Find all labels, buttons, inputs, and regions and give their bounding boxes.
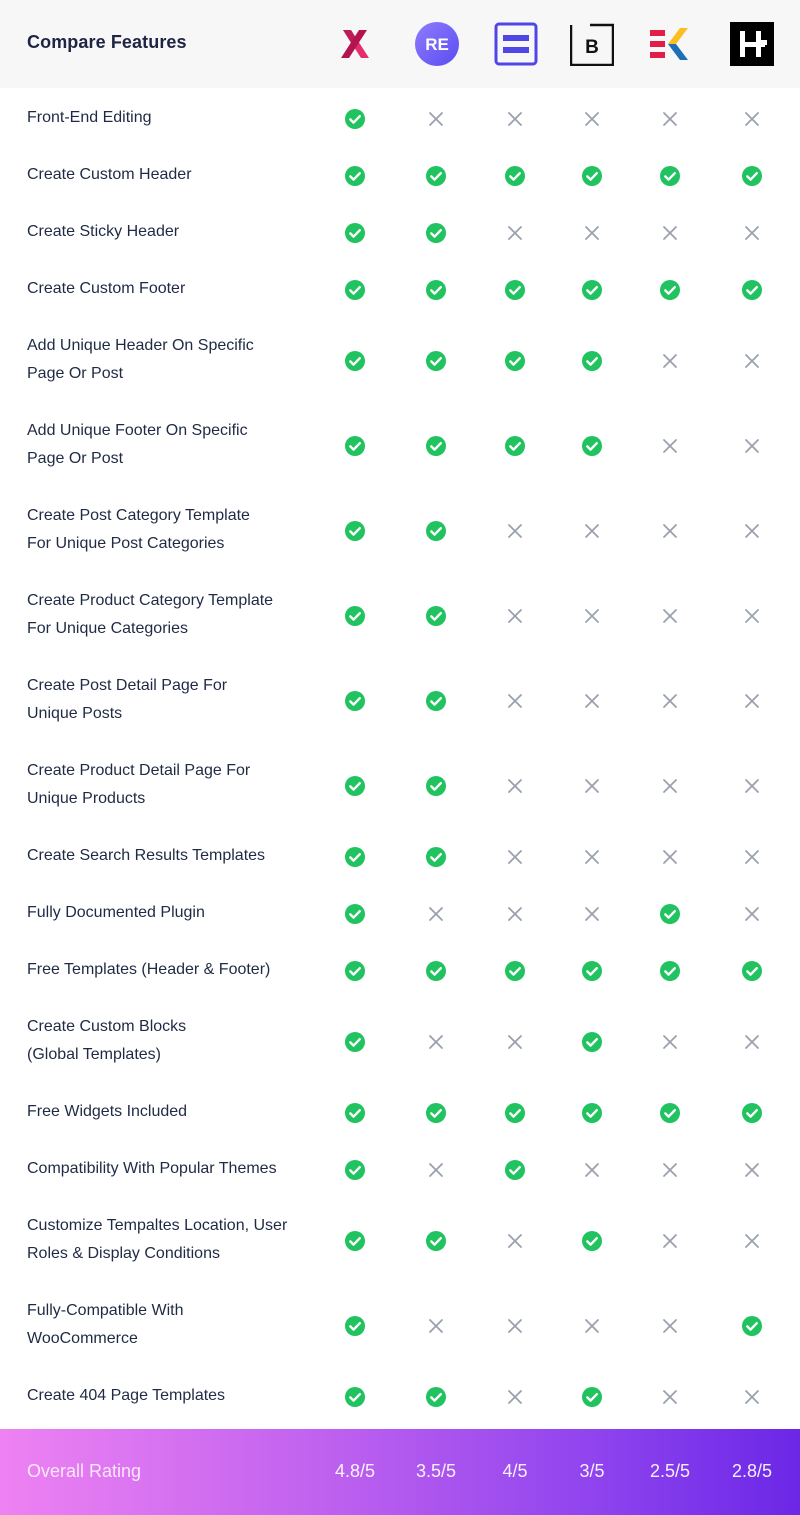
check-circle-icon [425,605,447,627]
page-title: Compare Features [27,32,187,52]
cross-icon [741,108,763,130]
cross-icon [425,1159,447,1181]
feature-label: Create Custom Footer [27,280,186,297]
check-circle-icon [581,1102,603,1124]
cross-icon [504,222,526,244]
cross-icon [581,775,603,797]
check-circle-icon [425,775,447,797]
cross-icon [504,605,526,627]
check-circle-icon [741,279,763,301]
cross-icon [504,903,526,925]
rating-brand-1: 4.8/5 [334,1461,376,1481]
b-logo-text: B [585,37,599,58]
feature-label: Create Product Detail Page For Unique Products [27,762,251,807]
cross-icon [659,1031,681,1053]
cross-icon [504,775,526,797]
check-circle-icon [425,279,447,301]
cross-icon [741,435,763,457]
check-circle-icon [659,903,681,925]
cross-icon [659,605,681,627]
check-circle-icon [581,279,603,301]
cross-icon [581,903,603,925]
cross-icon [741,1230,763,1252]
check-circle-icon [504,165,526,187]
feature-label: Add Unique Header On Specific Page Or Post [27,337,254,382]
table-row [0,1368,800,1425]
feature-label: Customize Tempaltes Location, User Roles & Display Conditions [27,1217,288,1262]
check-circle-icon [581,1031,603,1053]
cross-icon [425,108,447,130]
check-circle-icon [504,435,526,457]
check-circle-icon [581,435,603,457]
check-circle-icon [581,350,603,372]
feature-label: Create Search Results Templates [27,847,266,864]
feature-label: Create Sticky Header [27,223,180,240]
check-circle-icon [504,279,526,301]
cross-icon [741,520,763,542]
cross-icon [741,222,763,244]
check-circle-icon [659,1102,681,1124]
cross-icon [741,903,763,925]
check-circle-icon [425,222,447,244]
check-circle-icon [504,350,526,372]
cross-icon [504,690,526,712]
table-row [0,942,800,999]
check-circle-icon [344,435,366,457]
b-logo-icon [570,22,614,66]
cross-icon [581,1315,603,1337]
check-circle-icon [344,1159,366,1181]
cross-icon [504,1031,526,1053]
table-row [0,658,800,743]
rating-brand-3: 4/5 [502,1461,528,1481]
check-circle-icon [344,1315,366,1337]
check-circle-icon [741,960,763,982]
rating-footer [0,1429,800,1515]
check-circle-icon [425,1386,447,1408]
cross-icon [659,520,681,542]
cross-icon [659,222,681,244]
table-header [0,0,800,88]
table-row [0,318,800,403]
rating-brand-6: 2.8/5 [731,1461,773,1481]
check-circle-icon [581,165,603,187]
check-circle-icon [425,520,447,542]
table-row [0,743,800,828]
check-circle-icon [344,1386,366,1408]
cross-icon [659,108,681,130]
cross-icon [504,846,526,868]
rating-brand-5: 2.5/5 [649,1461,691,1481]
check-circle-icon [659,279,681,301]
cross-icon [741,1031,763,1053]
check-circle-icon [344,846,366,868]
check-circle-icon [344,108,366,130]
check-circle-icon [581,960,603,982]
cross-icon [659,846,681,868]
feature-label: Free Widgets Included [27,1103,188,1120]
cross-icon [581,1159,603,1181]
check-circle-icon [425,165,447,187]
cross-icon [741,605,763,627]
check-circle-icon [344,960,366,982]
check-circle-icon [344,1031,366,1053]
h-logo-icon [730,22,774,66]
feature-label: Fully Documented Plugin [27,904,205,921]
check-circle-icon [504,1159,526,1181]
table-row [0,488,800,573]
feature-label: Create Custom Header [27,166,192,183]
table-row [0,204,800,261]
cross-icon [741,350,763,372]
feature-label: Create Product Category Template For Unique Categories [27,592,274,637]
cross-icon [659,690,681,712]
check-circle-icon [425,1230,447,1252]
table-row [0,147,800,204]
check-circle-icon [741,1102,763,1124]
check-circle-icon [504,960,526,982]
overall-rating-label: Overall Rating [27,1461,142,1481]
check-circle-icon [425,435,447,457]
check-circle-icon [344,222,366,244]
check-circle-icon [659,165,681,187]
cross-icon [581,605,603,627]
feature-label: Create 404 Page Templates [27,1387,226,1404]
cross-icon [504,1230,526,1252]
check-circle-icon [425,690,447,712]
cross-icon [659,435,681,457]
cross-icon [741,1159,763,1181]
stripes-logo-icon [494,22,538,66]
table-row [0,1198,800,1283]
cross-icon [425,1315,447,1337]
rating-brand-4: 3/5 [579,1461,605,1481]
cross-icon [425,1031,447,1053]
cross-icon [581,222,603,244]
cross-icon [581,108,603,130]
check-circle-icon [344,520,366,542]
re-logo-icon [415,22,459,66]
check-circle-icon [344,690,366,712]
cross-icon [504,1315,526,1337]
cross-icon [659,1315,681,1337]
check-circle-icon [425,846,447,868]
check-circle-icon [741,165,763,187]
feature-label: Create Post Category Template For Unique Post Categories [27,507,250,552]
cross-icon [659,1159,681,1181]
table-row [0,403,800,488]
table-row [0,1141,800,1198]
cross-icon [741,1386,763,1408]
cross-icon [741,775,763,797]
cross-icon [741,846,763,868]
feature-label: Create Post Detail Page For Unique Posts [27,677,228,722]
table-row [0,261,800,318]
cross-icon [581,846,603,868]
cross-icon [659,350,681,372]
table-row [0,1283,800,1368]
check-circle-icon [425,960,447,982]
table-row [0,885,800,942]
check-circle-icon [581,1230,603,1252]
cross-icon [659,775,681,797]
cross-icon [659,1386,681,1408]
x-logo-icon [333,22,377,66]
re-logo-text: RE [425,35,449,54]
rating-brand-2: 3.5/5 [415,1461,457,1481]
table-row [0,1084,800,1141]
check-circle-icon [344,775,366,797]
feature-label: Compatibility With Popular Themes [27,1160,277,1177]
ek-logo-icon [648,22,692,66]
cross-icon [504,108,526,130]
check-circle-icon [659,960,681,982]
cross-icon [581,520,603,542]
feature-label: Front-End Editing [27,109,152,126]
check-circle-icon [581,1386,603,1408]
check-circle-icon [344,279,366,301]
check-circle-icon [344,350,366,372]
check-circle-icon [344,1230,366,1252]
cross-icon [659,1230,681,1252]
cross-icon [504,1386,526,1408]
cross-icon [504,520,526,542]
check-circle-icon [344,605,366,627]
cross-icon [581,690,603,712]
cross-icon [425,903,447,925]
table-row [0,573,800,658]
check-circle-icon [741,1315,763,1337]
table-row [0,828,800,885]
check-circle-icon [425,350,447,372]
table-row [0,999,800,1084]
feature-label: Create Custom Blocks (Global Templates) [27,1018,187,1063]
feature-label: Add Unique Footer On Specific Page Or Post [27,422,248,467]
check-circle-icon [344,903,366,925]
feature-label: Fully-Compatible With WooCommerce [27,1302,184,1347]
check-circle-icon [425,1102,447,1124]
check-circle-icon [344,165,366,187]
table-row [0,90,800,147]
cross-icon [741,690,763,712]
check-circle-icon [344,1102,366,1124]
feature-label: Free Templates (Header & Footer) [27,961,271,978]
check-circle-icon [504,1102,526,1124]
